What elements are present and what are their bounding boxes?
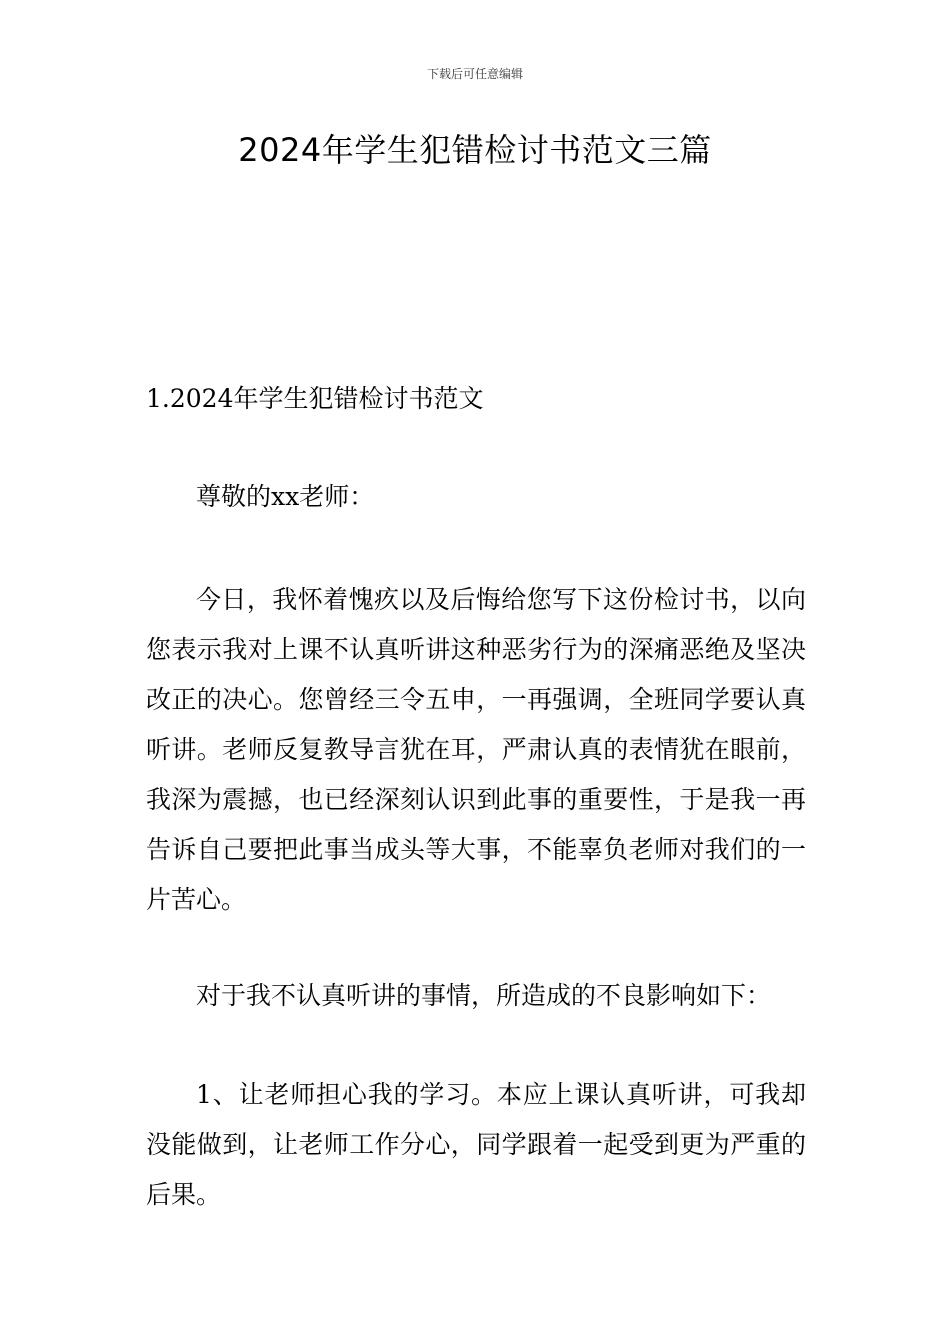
- paragraph-1: 今日，我怀着愧疚以及后悔给您写下这份检讨书，以向您表示我对上课不认真听讲这种恶劣行为的深痛恶绝及坚决改正的决心。您曾经三令五申，一再强调，全班同学要认真听讲。老师反复教导言犹在耳，严肃认真的表情犹在眼前，我深为震撼，也已经深刻认识到此事的重要性，于是我一再告诉自己要把此事当成头等大事，不能辜负老师对我们的一片苦心。: [146, 585, 806, 914]
- salutation: 尊敬的xx老师：: [196, 482, 375, 511]
- paragraph-2: 对于我不认真听讲的事情，所造成的不良影响如下：: [196, 981, 772, 1010]
- document-title: 2024年学生犯错检讨书范文三篇: [238, 131, 712, 169]
- header-note: 下载后可任意编辑: [426, 67, 523, 81]
- section-heading: 1.2024年学生犯错检讨书范文: [146, 384, 484, 413]
- paragraph-3: 1、让老师担心我的学习。本应上课认真听讲，可我却没能做到，让老师工作分心，同学跟着一起受到更为严重的后果。: [146, 1080, 806, 1209]
